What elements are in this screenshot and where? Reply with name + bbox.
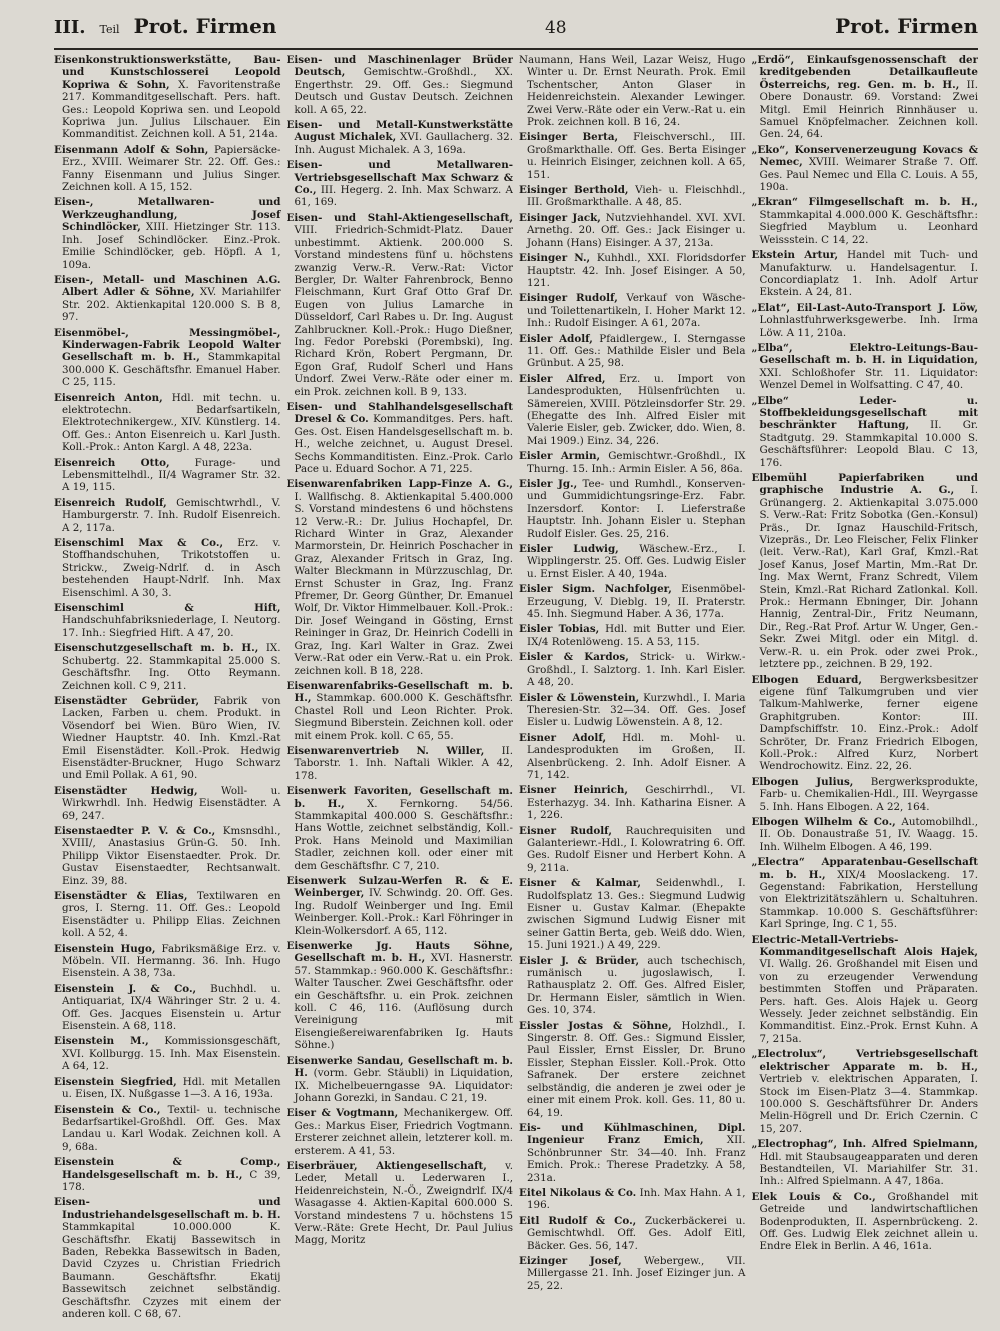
firm-name: Eisen- und Maschinenlager Brüder Deutsch, — [286, 54, 513, 79]
entry-details: Erz. u. Import von Landesprodukten, Hülsenfrüchten u. Sämereien, XVIII. Pötzleinsdorfer Str. 29. (Ehegatte des Inh. Alfred Eisler mit Valerie Eisler, geb. Zwicker, ddo. Wien, 8. Mai 1909.) Einz. 34, 226. — [527, 372, 746, 447]
entry-details: Lohnlastfuhrwerksgewerbe. Inh. Irma Löw. A 11, 210a. — [759, 314, 978, 339]
directory-entry — [287, 1107, 514, 1157]
firm-name: Eisler Alfred, — [519, 372, 606, 385]
entry-details: Stammkapital 300.000 K. Geschäftsfhr. Emanuel Haber. C 25, 115. — [62, 351, 281, 389]
firm-name: Eissler Jostas & Söhne, — [519, 1019, 672, 1032]
entry-details: X. Favoritenstraße 217. Kommanditgesellschaft. Pers. haft. Ges.: Leopold Kopriwa sen. und Leopold Kopriwa jun. Julius Lilschauer. Ein Kommanditist. Zeichnen koll. A 51, 214a. — [62, 78, 281, 141]
firm-name: Eisner Rudolf, — [519, 824, 612, 837]
firm-name: Eisenwerke Sandau, Gesellschaft m. b. H. — [286, 1054, 513, 1080]
running-head-right: Prot. Firmen — [835, 14, 978, 38]
firm-name: Eisen- und Metallwaren-Vertriebsgesellschaft Max Schwarz & Co., — [286, 159, 513, 197]
firm-name: Electric-Metall-Vertriebs-Kommanditgesellschaft Alois Hajek, — [751, 933, 978, 959]
entry-details: Kurzwhdl., I. Maria Theresien-Str. 32—34. Off. Ges. Josef Eisler u. Ludwig Löwenstein. A 8, 12. — [527, 691, 746, 729]
firm-name: Eisenstädter & Elias, — [54, 890, 188, 902]
directory-entry — [752, 1191, 979, 1253]
entry-details: Stammkapital 10.000.000 K. Geschäftsfhr. Ekatij Bassewitsch in Baden, Rebekka Bassewitsch in Baden, David Czyzes u. Christian Friedrich Baumann. Geschäftsfhr. Ekatij Bassewitsch zeichnet selbständig. Geschäftsfhr. Czyzes mit einem der anderen koll. C 68, 67. — [62, 1221, 281, 1320]
directory-entry — [752, 1138, 979, 1188]
entry-details: Papiersäcke-Erz., XVIII. Weimarer Str. 22. Off. Ges.: Fanny Eisenmann und Julius Singer. Zeichnen koll. A 15, 152. — [62, 143, 281, 194]
entry-details: Webergew., VII. Millergasse 21. Inh. Josef Eizinger jun. A 25, 22. — [527, 1254, 746, 1292]
directory-entry — [54, 943, 281, 980]
firm-name: Eisen- und Metall-Kunstwerkstätte August Michalek, — [286, 119, 513, 144]
firm-name: Eisenstein & Co., — [54, 1103, 161, 1116]
part-number: III. — [54, 17, 86, 38]
directory-entry — [54, 537, 281, 599]
directory-entry — [287, 940, 514, 1052]
directory-entry — [519, 877, 746, 951]
firm-name: Eisenstein J. & Co., — [54, 982, 197, 995]
entry-details: I. Wallfischg. 8. Aktienkapital 5.400.000 S. Vorstand mindestens 6 und höchstens 12 Verw.-R.: Dr. Julius Hochapfel, Dr. Richard Winter in Graz, Alexander Marmorstein, Dr. Heinrich Poschacher in Graz, Alexander Fritsch in Graz, Ing. Walter Bleckmann in Mürzzuschlag, Dr. Ernst Schuster in Graz, Ing. Franz Pfremer, Dr. Georg Günther, Dr. Emanuel Wolf, Dr. Viktor Himmelbauer. Koll.-Prok.: Dir. Josef Weingand in Gösting, Ernst Reininger in Graz, Dr. Heinrich Codelli in Graz, Ing. Karl Walter in Graz. Zwei Verw.-Rat oder ein Verw.-Rat u. ein Prok. zeichnen koll. B 18, 228. — [294, 490, 513, 677]
entry-details: III. Hegerg. 2. Inh. Max Schwarz. A 61, 169. — [294, 184, 513, 209]
directory-entry — [287, 401, 514, 475]
directory-entry — [287, 212, 514, 398]
page-number: 48 — [544, 18, 567, 38]
directory-entry — [519, 651, 746, 688]
firm-name: Eitel Nikolaus & Co. — [519, 1186, 637, 1199]
entry-details: I. Grünangerg. 2. Aktienkapital 3.075.000 S. Verw.-Rat: Fritz Sobotka (Gen.-Konsul) Präs., Dr. Ignaz Hauschild-Fritsch, Vizepräs., Dr. Leo Fleischer, Felix Flinker (leit. Verw.-Rat), Karl Graf, Kmzl.-Rat Josef Kanus, Josef Martin, Mm.-Rat Dr. Ing. Max Wernt, Franz Schredt, Vilem Stein, Kmzl.-Rat Richard Zatlonkal. Koll. Prok.: Hermann Ebninger, Dir. Johann Hannig, Zentral-Dir., Fritz Neumann, Dir., Reg.-Rat Prof. Artur W. Unger, Gen.-Sekr. Zwei Mitgl. oder ein Mitgl. d. Verw.-R. u. ein Prok. oder zwei Prok., letztere pp., zeichnen. B 29, 192. — [759, 484, 978, 671]
entry-details: Hdl. mit Metallen u. Eisen, IX. Nußgasse 1—3. A 16, 193a. — [62, 1075, 281, 1101]
firm-name: Elek Louis & Co., — [751, 1190, 876, 1203]
entry-details: Handel mit Tuch- und Manufakturw. u. Handelsagentur. I. Concordiaplatz 1. Inh. Adolf Artur Ekstein. A 24, 81. — [759, 249, 978, 299]
column-4 — [752, 54, 979, 1322]
entry-details: C 39, 178. — [62, 1168, 281, 1193]
firm-name: Eisenmann Adolf & Sohn, — [54, 143, 209, 156]
directory-entry — [54, 54, 281, 141]
firm-name: Eitl Rudolf & Co., — [519, 1214, 637, 1227]
directory-entry — [287, 478, 514, 677]
entry-details: Kmsnsdhl., XVIII/, Anastasius Grün-G. 50. Inh. Philipp Viktor Eisenstaedter. Prok. Dr. Gustav Eisenstaedter, Rechtsanwalt. Einz. 39, 88. — [62, 824, 281, 887]
directory-entry — [519, 583, 746, 620]
firm-name: Eisen-, Metall- und Maschinen A.G. Albert Adler & Söhne, — [54, 273, 281, 299]
firm-name: Eisenstein & Comp., Handelsgesellschaft m. b. H., — [54, 1156, 281, 1181]
directory-entry — [752, 302, 979, 339]
entry-details: XIII. Hietzinger Str. 113. Inh. Josef Schindlöcker. Einz.-Prok. Emilie Schindlöcker, geb. Höpfl. A 1, 109a. — [62, 221, 281, 271]
firm-name: Eisenwerk Favoriten, Gesellschaft m. b. H., — [286, 785, 513, 810]
directory-entry — [54, 602, 281, 639]
directory-entry — [54, 144, 281, 194]
directory-entry — [519, 825, 746, 875]
firm-name: Eisinger Berthold, — [519, 184, 629, 197]
directory-entry — [54, 695, 281, 782]
directory-entry — [519, 292, 746, 329]
directory-entry — [519, 373, 746, 447]
firm-name: „Eko“, Konservenerzeugung Kovacs & Nemec, — [751, 143, 978, 169]
entry-details: Pfaidlergew., I. Sterngasse 11. Off. Ges.: Mathilde Eisler und Bela Grünbut. A 25, 98. — [527, 332, 746, 370]
directory-entry — [752, 776, 979, 813]
entry-details: XVI. Hasnerstr. 57. Stammkap.: 960.000 K. Geschäftsfhr.: Walter Tauscher. Zwei Geschäftsfhr. oder ein Geschäftsfhr. u. ein Prok. zeichnen koll. C 46, 116. (Auflösung durch Vereinigung mit Eisengießereiwarenfabriken Ig. Hauts Söhne.) — [294, 952, 513, 1052]
directory-entry — [287, 1160, 514, 1247]
entry-details: Mechanikergew. Off. Ges.: Markus Eiser, Friedrich Vogtmann. Ersterer zeichnet allein, letzterer koll. m. ersterem. A 41, 53. — [294, 1107, 513, 1157]
firm-name: Eisler & Löwenstein, — [519, 691, 640, 704]
directory-entry — [54, 642, 281, 692]
directory-entry — [54, 392, 281, 454]
entry-details: Vertrieb v. elektrischen Apparaten, I. Stock im Eisen-Platz 3—4. Stammkap. 100.000 S. Geschäftsführer Dr. Anders Melin-Högrell und Dr. Erich Czernin. C 15, 207. — [759, 1073, 978, 1135]
entry-details: Furage- und Lebensmittelhdl., II/4 Wagramer Str. 32. A 19, 115. — [62, 456, 281, 494]
entry-details: Gemischtwr.-Großhdl., IX Thurng. 15. Inh.: Armin Eisler. A 56, 86a. — [527, 450, 746, 475]
entry-details: XVIII. Weimarer Straße 7. Off. Ges. Paul Nemec und Ella C. Louis. A 55, 190a. — [759, 156, 978, 194]
columns — [54, 54, 978, 1322]
firm-name: Elbogen Julius, — [751, 775, 854, 788]
directory-entry — [519, 784, 746, 821]
entry-details: VIII. Friedrich-Schmidt-Platz. Dauer unbestimmt. Aktienk. 200.000 S. Vorstand mindestens fünf u. höchstens zwanzig Verw.-R. Verw.-Rat: Victor Bergler, Dr. Walter Fahrenbrock, Benno Fleischmann, Kurt Graf Otto Graf Dr. Eugen von Julius Lamarche in Düsseldorf, Carl Rabes u. Dr. Ing. August Zahlbruckner. Koll.-Prok.: Hugo Dießner, Ing. Fedor Porebski (Porembski), Ing. Richard Krön, Robert Pergmann, Dr. Egon Graf, Rudolf Scherl und Hans Undorf. Zwei Verw.-Räte oder einer m. ein Prok. zeichnen koll. B 9, 133. — [294, 224, 513, 398]
firm-name: Eisner & Kalmar, — [519, 877, 641, 890]
entry-details: Bergwerksprodukte, Farb- u. Chemikalien-Hdl., III. Weyrgasse 5. Inh. Hans Elbogen. A 22, 164. — [759, 775, 978, 813]
entry-details: Fabriksmäßige Erz. v. Möbeln. VII. Hermanng. 36. Inh. Hugo Eisenstein. A 38, 73a. — [62, 942, 281, 980]
directory-entry — [54, 457, 281, 494]
firm-name: Eisler Tobias, — [519, 623, 600, 636]
firm-name: Eisler Sigm. Nachfolger, — [519, 583, 672, 596]
firm-name: Eisinger N., — [519, 252, 591, 265]
entry-details: v. Leder, Metall u. Lederwaren I., Heidenreichstein, N.-Ö., Zweigndrlf. IX/4 Wasagasse 4. Aktien-Kapital 600.000 S. Vorstand mindestens 7 u. höchstens 15 Verw.-Räte: Grete Hecht, Dr. Paul Julius Magg, Moritz — [294, 1159, 513, 1247]
directory-entry — [519, 692, 746, 729]
part-word: Teil — [99, 23, 120, 36]
entry-details: IX. Schubertg. 22. Stammkapital 25.000 S. Geschäftsfhr. Ing. Otto Reymann. Zeichnen koll. C 9, 211. — [62, 642, 281, 692]
firm-name: Eisenreich Anton, — [54, 391, 163, 404]
directory-entry — [519, 478, 746, 540]
firm-name: Eisenschiml Max & Co., — [54, 537, 224, 550]
entry-details: II. Obere Donaustr. 69. Vorstand: Zwei Mitgl. Emil Heinrich Rinnhäuser u. Samuel Knöpfelmacher. Zeichnen koll. Gen. 24, 64. — [759, 78, 978, 141]
directory-entry — [752, 1048, 979, 1135]
entry-details: Hdl. m. Mohl- u. Landesprodukten im Großen, II. Alsenbrückeng. 2. Inh. Adolf Eisner. A 71, 142. — [527, 731, 746, 781]
directory-entry — [54, 196, 281, 270]
directory-entry — [519, 1020, 746, 1119]
directory-entry — [287, 1055, 514, 1105]
firm-name: Eiserbräuer, Aktiengesellschaft, — [286, 1159, 487, 1172]
directory-entry — [519, 54, 746, 128]
entry-details: Stammkapital 4.000.000 K. Geschäftsfhr.: Siegfried Mayblum u. Leonhard Weissstein. C 14, 22. — [759, 208, 978, 246]
column-3 — [519, 54, 746, 1322]
directory-entry — [519, 1255, 746, 1292]
entry-details: Tee- und Rumhdl., Konserven- und Gummidichtungsringe-Erz. Fabr. Inzersdorf. Kontor: I. Lieferstraße Hauptstr. Inh. Johann Eisler u. Stephan Rudolf Eisler. Ges. 25, 216. — [527, 478, 746, 540]
directory-entry — [287, 680, 514, 742]
entry-details: Inh. Max Hahn. A 1, 196. — [527, 1186, 746, 1212]
directory-entry — [54, 1076, 281, 1101]
running-head-left: Prot. Firmen — [133, 14, 277, 38]
firm-name: Eisinger Berta, — [519, 131, 619, 144]
directory-entry — [54, 890, 281, 940]
directory-entry — [54, 327, 281, 389]
directory-entry — [54, 497, 281, 534]
firm-name: Eisler Jg., — [519, 478, 578, 490]
entry-details: Verkauf von Wäsche- und Toilettenartikeln, I. Hoher Markt 12. Inh.: Rudolf Eisinger. A 61, 207a. — [527, 292, 746, 330]
firm-name: Eisenreich Rudolf, — [54, 496, 167, 509]
directory-entry — [519, 1122, 746, 1184]
directory-entry — [752, 342, 979, 392]
directory-entry — [519, 450, 746, 475]
firm-name: Eisenwarenfabriks-Gesellschaft m. b. H., — [286, 679, 513, 705]
entry-details: Geschirrhdl., VI. Esterhazyg. 34. Inh. Katharina Eisner. A 1, 226. — [527, 784, 746, 822]
firm-name: Eisen-, Metallwaren- und Werkzeughandlung, Josef Schindlöcker, — [54, 196, 281, 234]
entry-details: Naumann, Hans Weil, Lazar Weisz, Hugo Winter u. Dr. Ernst Neurath. Prok. Emil Tschentscher, Anton Glaser in Heidenreichstein. Alexander Lewinger. Zwei Verw.-Räte oder ein Verw.-Rat u. ein Prok. zeichnen koll. B 16, 24. — [519, 54, 746, 129]
directory-entry — [54, 1104, 281, 1154]
firm-name: „Electrophag“, Inh. Alfred Spielmann, — [751, 1138, 978, 1151]
directory-entry — [752, 934, 979, 1046]
firm-name: Eisenstädter Hedwig, — [54, 784, 198, 797]
firm-name: Elbemühl Papierfabriken und graphische Industrie A. G., — [751, 472, 978, 497]
directory-entry — [752, 674, 979, 773]
firm-name: Ekstein Artur, — [751, 249, 839, 262]
entry-details: II. Gr. Stadtgutg. 29. Stammkapital 10.000 S. Geschäftsführer: Leopold Blau. C 13, 176. — [759, 419, 978, 469]
firm-name: Eisner Adolf, — [519, 731, 607, 744]
directory-entry — [519, 212, 746, 249]
firm-name: Eisler J. & Brüder, — [519, 954, 640, 967]
directory-entry — [519, 252, 746, 289]
column-2 — [287, 54, 514, 1322]
firm-name: Eisenstein Siegfried, — [54, 1075, 177, 1088]
directory-entry — [287, 54, 514, 116]
directory-entry — [519, 543, 746, 580]
entry-details: Textil- u. technische Bedarfsartikel-Großhdl. Off. Ges. Max Landau u. Karl Wodak. Zeichnen koll. A 9, 68a. — [62, 1103, 281, 1153]
firm-name: Eisinger Rudolf, — [519, 292, 618, 305]
directory-entry — [54, 785, 281, 822]
entry-details: Kuhhdl., XXI. Floridsdorfer Hauptstr. 42. Inh. Josef Eisinger. A 50, 121. — [527, 252, 746, 289]
entry-details: Vieh- u. Fleischhdl., III. Großmarkthalle. A 48, 85. — [527, 184, 746, 209]
firm-name: Elbogen Eduard, — [751, 673, 862, 686]
entry-details: XXI. Schloßhofer Str. 11. Liquidator: Wenzel Demel in Wolfsatting. C 47, 40. — [759, 366, 978, 392]
entry-details: Automobilhdl., II. Ob. Donaustraße 51, IV. Waagg. 15. Inh. Wilhelm Elbogen. A 46, 199. — [759, 815, 978, 853]
directory-entry — [519, 623, 746, 648]
firm-name: „Erdö“, Einkaufsgenossenschaft der kreditgebenden Detailkaufleute Österreichs, reg. Gen. m. b. H., — [751, 54, 978, 91]
entry-details: X. Fernkorng. 54/56. Stammkapital 400.000 S. Geschäftsfhr.: Hans Wottle, zeichnet selbständig, Koll.-Prok. Hans Meinold und Maximilian Stadler, zeichnen koll. oder einer mit dem Geschäftsfhr. C 7, 210. — [294, 797, 513, 872]
entry-details: Kommissionsgeschäft, XVI. Kollburgg. 15. Inh. Max Eisenstein. A 64, 12. — [62, 1035, 281, 1073]
entry-details: Hdl. mit Butter und Eier. IX/4 Rotenlöweng. 15. A 53, 115. — [527, 623, 746, 648]
firm-name: Eisenwerk Sulzau-Werfen R. & E. Weinberger, — [286, 875, 513, 900]
entry-details: auch tschechisch, rumänisch u. jugoslawisch, I. Rathausplatz 2. Off. Ges. Alfred Eisler, Dr. Hermann Eisler, sämtlich in Wien. Ges. 10, 374. — [527, 954, 746, 1017]
firm-name: Eisenkonstruktionswerkstätte, Bau- und Kunstschlosserei Leopold Kopriwa & Sohn, — [54, 54, 281, 91]
entry-details: Fabrik von Lacken, Farben u. chem. Produkt. in Vösendorf bei Wien. Büro Wien, IV. Wiedner Hauptstr. 40. Inh. Kmzl.-Rat Emil Eisenstädter. Koll.-Prok. Hedwig Eisenstädter-Bruckner, Hugo Schwarz und Emil Pollak. A 61, 90. — [62, 694, 281, 782]
firm-name: „Electra“ Apparatenbau-Gesellschaft m. b. H., — [751, 856, 978, 881]
directory-entry — [54, 1156, 281, 1193]
directory-entry — [54, 1196, 281, 1320]
firm-name: Eisler Adolf, — [519, 332, 593, 345]
firm-name: Eisenstein Hugo, — [54, 942, 156, 955]
directory-entry — [752, 144, 979, 194]
entry-details: Rauchrequisiten und Galanteriewr.-Hdl., I. Kolowratring 6. Off. Ges. Rudolf Eisner und Herbert Kohn. A 9, 211a. — [527, 824, 746, 874]
entry-details: Woll- u. Wirkwrhdl. Inh. Hedwig Eisenstädter. A 69, 247. — [62, 784, 281, 822]
entry-details: XVI. Gaullacherg. 32. Inh. August Michalek. A 3, 169a. — [294, 131, 513, 156]
firm-name: Eizinger Josef, — [519, 1254, 622, 1267]
entry-details: IV. Schwindg. 20. Off. Ges. Ing. Rudolf Weinberger und Ing. Emil Weinberger. Koll.-Prok.: Karl Föhringer in Klein-Wolkersdorf. A 65, 112. — [294, 887, 513, 937]
directory-entry — [752, 395, 979, 469]
directory-entry — [54, 825, 281, 887]
directory-entry — [519, 1215, 746, 1252]
directory-entry — [287, 875, 514, 937]
firm-name: Eisenstaedter P. V. & Co., — [54, 824, 216, 837]
directory-entry — [287, 159, 514, 209]
firm-name: „Elat“, Eil-Last-Auto-Transport J. Löw, — [751, 301, 978, 314]
entry-details: Hdl. mit Staubsaugeapparaten und deren Bestandteilen, VI. Mariahilfer Str. 31. Inh.: Alfred Spielmann. A 47, 186a. — [759, 1150, 978, 1188]
directory-entry — [519, 1187, 746, 1212]
firm-name: „Elba“, Elektro-Leitungs-Bau-Gesellschaft m. b. H. in Liquidation, — [751, 341, 978, 367]
firm-name: „Electrolux“, Vertriebsgesellschaft elektrischer Apparate m. b. H., — [751, 1048, 978, 1073]
directory-entry — [287, 745, 514, 782]
entry-details: Seidenwhdl., I. Rudolfsplatz 13. Ges.: Siegmund Ludwig Eisner u. Gustav Kalmar. (Ehepakte zwischen Sigmund Ludwig Eisner mit seiner Gattin Berta, geb. Weiß ddo. Wien, 15. Juni 1921.) A 49, 229. — [527, 877, 746, 952]
entry-details: Holzhdl., I. Singerstr. 8. Off. Ges.: Sigmund Eissler, Paul Eissler, Ernst Eissler, Dr. Bruno Eissler, Stephan Eissler. Koll.-Prok. Otto Safranek. Der erstere zeichnet selbständig, die anderen je zwei oder je einer mit einem Prok. koll. Ges. 11, 80 u. 64, 19. — [527, 1019, 746, 1119]
directory-entry — [54, 983, 281, 1033]
firm-name: „Elbe“ Leder- u. Stoffbekleidungsgesellschaft mit beschränkter Haftung, — [751, 394, 978, 432]
entry-details: XII. Schönbrunner Str. 34—40. Inh. Franz Emich. Prok.: Therese Pradetzky. A 58, 231a. — [527, 1134, 746, 1184]
firm-name: Eisenwarenfabriken Lapp-Finze A. G., — [286, 478, 513, 491]
page-header — [54, 14, 978, 50]
entry-details: XV. Mariahilfer Str. 202. Aktienkapital 120.000 S. B 8, 97. — [62, 286, 281, 324]
firm-name: Eisenwerke Jg. Hauts Söhne, Gesellschaft m. b. H., — [286, 940, 513, 965]
firm-name: Eisler Ludwig, — [519, 543, 619, 556]
directory-entry — [519, 184, 746, 209]
firm-name: Eisler & Kardos, — [519, 651, 629, 664]
directory-entry — [519, 131, 746, 181]
entry-details: II. Taborstr. 1. Inh. Naftali Wikler. A 42, 178. — [294, 744, 513, 782]
directory-entry — [752, 856, 979, 930]
firm-name: „Ekran“ Filmgesellschaft m. b. H., — [751, 196, 978, 209]
firm-name: Eisner Heinrich, — [519, 784, 628, 797]
firm-name: Eisen- und Stahlhandelsgesellschaft Dresel & Co. — [286, 400, 513, 426]
entry-details: Bergwerksbesitzer eigene fünf Talkumgruben und vier Talkum-Mahlwerke, ferner eigene Graphitgruben. Kontor: III. Dampfschiffstr. 10. Einz.-Prok.: Adolf Schröter, Dr. Franz Friedrich Elbogen, Koll.-Prok.: Alfred Kurz, Norbert Wendrochowitz. Einz. 22, 26. — [759, 673, 978, 773]
directory-entry — [519, 955, 746, 1017]
entry-details: Handschuhfabriksniederlage, I. Neutorg. 17. Inh.: Siegfried Hift. A 47, 20. — [62, 614, 281, 639]
header-left — [54, 14, 276, 38]
entry-details: VI. Wallg. 26. Großhandel mit Eisen und von zu erzeugender Verwendung bestimmten Stoffen und Präparaten. Pers. haft. Ges. Alois Hajek u. Georg Wessely. Jeder zeichnet selbständig. Ein Kommanditist. Einz.-Prok. Ernst Kuhn. A 7, 215a. — [759, 958, 978, 1045]
column-1 — [54, 54, 281, 1322]
firm-name: Eisenschiml & Hift, — [54, 602, 281, 615]
firm-name: Eiser & Vogtmann, — [286, 1107, 399, 1120]
entry-details: Zuckerbäckerei u. Gemischtwhdl. Off. Ges. Adolf Eitl, Bäcker. Ges. 56, 147. — [527, 1214, 746, 1252]
entry-details: Textilwaren en gros, I. Sterng. 11. Off. Ges.: Leopold Eisenstädter u. Philipp Elias. Zeichnen koll. A 52, 4. — [62, 890, 281, 940]
entry-details: Wäschew.-Erz., I. Wipplingerstr. 25. Off. Ges. Ludwig Eisler u. Ernst Eisler. A 40, 194a. — [527, 543, 746, 580]
entry-details: XIX/4 Mooslackeng. 17. Gegenstand: Fabrikation, Herstellung von Elektrizitätszählern u. Schaltuhren. Stammkap. 10.000 S. Geschäftsführer: Karl Springe, Ing. C 1, 55. — [759, 868, 978, 931]
firm-name: Eisinger Jack, — [519, 211, 601, 224]
firm-name: Eisenstädter Gebrüder, — [54, 694, 200, 707]
firm-name: Eisen- und Stahl-Aktiengesellschaft, — [286, 211, 513, 224]
firm-name: Eisler Armin, — [519, 450, 601, 463]
firm-name: Eisenschutzgesellschaft m. b. H., — [54, 642, 259, 655]
firm-name: Eis- und Kühlmaschinen, Dipl. Ingenieur Franz Emich, — [519, 1121, 746, 1147]
entry-details: Gemischtw.-Großhdl., XX. Engerthstr. 29. Off. Ges.: Siegmund Deutsch und Gustav Deutsch. Zeichnen koll. A 65, 22. — [294, 66, 513, 116]
entry-details: Buchhdl. u. Antiquariat, IX/4 Währinger Str. 2 u. 4. Off. Ges. Jacques Eisenstein u. Artur Eisenstein. A 68, 118. — [62, 982, 281, 1033]
firm-name: Eisenwarenvertrieb N. Willer, — [286, 744, 485, 757]
directory-entry — [519, 333, 746, 370]
entry-details: Fleischverschl., III. Großmarkthalle. Off. Ges. Berta Eisinger u. Heinrich Eisinger, zeichnen koll. A 65, 151. — [527, 131, 746, 181]
directory-entry — [287, 785, 514, 872]
firm-name: Eisenstein M., — [54, 1035, 149, 1048]
entry-details: Strick- u. Wirkw.-Großhdl., I. Salztorg. 1. Inh. Karl Eisler. A 48, 20. — [527, 651, 746, 689]
directory-entry — [54, 274, 281, 324]
directory-entry — [752, 54, 979, 141]
firm-name: Eisenreich Otto, — [54, 456, 170, 469]
entry-details: Erz. v. Stoffhandschuhen, Trikotstoffen u. Strickw., Zweig-Ndrlf. d. in Asch bestehenden Haupt-Ndrlf. Inh. Max Eisenschiml. A 30, 3. — [62, 537, 281, 599]
entry-details: Eisenmöbel-Erzeugung, V. Dieblg. 19, II. Praterstr. 45. Inh. Siegmund Haber. A 36, 177a. — [527, 583, 746, 621]
entry-details: Stammkap. 600.000 K. Geschäftsfhr. Chastel Roll und Leon Richter. Prok. Siegmund Biberstein. Zeichnen koll. oder mit einem Prok. koll. C 65, 55. — [294, 692, 513, 742]
firm-name: Eisen- und Industriehandelsgesellschaft m. b. H. — [54, 1196, 281, 1221]
directory-entry — [287, 119, 514, 156]
firm-name: Eisenmöbel-, Messingmöbel-, Kinderwagen-Fabrik Leopold Walter Gesellschaft m. b. H., — [54, 326, 281, 364]
entry-details: Kommanditges. Pers. haft. Ges. Ost. Eisen Handelsgesellschaft m. b. H., welche zeichnet, u. August Dresel. Sechs Kommanditisten. Einz.-Prok. Carlo Pace u. Eduard Sochor. A 71, 225. — [294, 413, 513, 475]
directory-entry — [519, 732, 746, 782]
directory-entry — [752, 249, 979, 299]
entry-details: (vorm. Gebr. Stäubli) in Liquidation, IX. Michelbeuerngasse 9A. Liquidator: Johann Gorezki, in Sandau. C 21, 19. — [294, 1067, 513, 1104]
firm-name: Elbogen Wilhelm & Co., — [751, 815, 896, 828]
entry-details: Großhandel mit Getreide und landwirtschaftlichen Bodenprodukten, II. Aspernbrückeng. 2. Off. Ges. Ludwig Elek zeichnet allein u. Endre Elek in Berlin. A 46, 161a. — [759, 1190, 978, 1253]
entry-details: Nutzviehhandel. XVI. XVI. Arnethg. 20. Off. Ges.: Jack Eisinger u. Johann (Hans) Eisinger. A 37, 213a. — [527, 211, 746, 249]
entry-details: Gemischtwrhdl., V. Hamburgerstr. 7. Inh. Rudolf Eisenreich. A 2, 117a. — [62, 496, 281, 534]
directory-entry — [752, 816, 979, 853]
directory-entry — [752, 472, 979, 671]
directory-entry — [752, 196, 979, 246]
directory-entry — [54, 1035, 281, 1072]
entry-details: Hdl. mit techn. u. elektrotechn. Bedarfsartikeln, Elektrotechnikergew., XIV. Künstlerg. 14. Off. Ges.: Anton Eisenreich u. Karl Justh. Koll.-Prok.: Anton Kargl. A 48, 223a. — [62, 391, 281, 454]
